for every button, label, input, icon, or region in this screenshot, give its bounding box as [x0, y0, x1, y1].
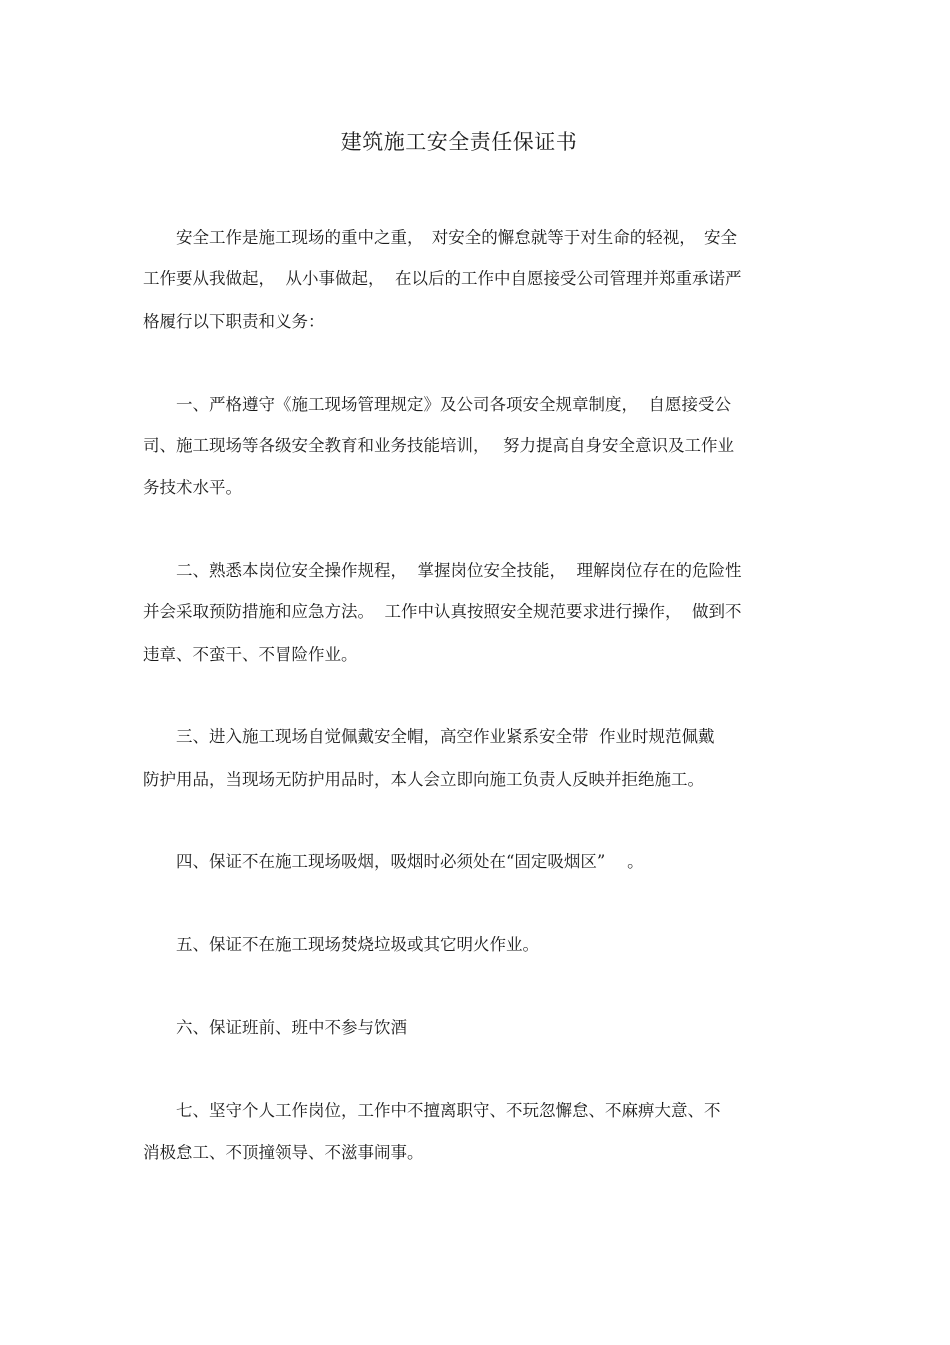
paragraph-line: 六、保证班前、班中不参与饮酒: [143, 1018, 407, 1037]
page-title: 建筑施工安全责任保证书: [340, 130, 578, 154]
paragraph-line: 三、进入施工现场自觉佩戴安全帽，高空作业紧系安全带 作业时规范佩戴: [143, 727, 715, 746]
paragraph-line: 四、保证不在施工现场吸烟，吸烟时必须处在“固定吸烟区” 。: [143, 852, 644, 871]
paragraph-line: 违章、不蛮干、不冒险作业。: [143, 645, 358, 664]
paragraph-line: 五、保证不在施工现场焚烧垃圾或其它明火作业。: [143, 935, 539, 954]
paragraph-line: 防护用品，当现场无防护用品时，本人会立即向施工负责人反映并拒绝施工。: [143, 770, 704, 789]
paragraph-line: 格履行以下职责和义务：: [143, 312, 325, 331]
paragraph-line: 安全工作是施工现场的重中之重， 对安全的懈怠就等于对生命的轻视， 安全: [143, 228, 737, 247]
paragraph-line: 务技术水平。: [143, 478, 242, 497]
paragraph-line: 二、熟悉本岗位安全操作规程， 掌握岗位安全技能， 理解岗位存在的危险性: [143, 561, 742, 580]
paragraph-line: 司、施工现场等各级安全教育和业务技能培训， 努力提高自身安全意识及工作业: [143, 436, 734, 455]
paragraph-line: 消极怠工、不顶撞领导、不滋事闹事。: [143, 1143, 424, 1162]
paragraph-line: 工作要从我做起， 从小事做起， 在以后的工作中自愿接受公司管理并郑重承诺严: [143, 269, 742, 288]
paragraph-line: 七、坚守个人工作岗位，工作中不擅离职守、不玩忽懈怠、不麻痹大意、不: [143, 1101, 721, 1120]
paragraph-line: 并会采取预防措施和应急方法。 工作中认真按照安全规范要求进行操作， 做到不: [143, 602, 742, 621]
paragraph-line: 一、严格遵守《施工现场管理规定》及公司各项安全规章制度， 自愿接受公: [143, 395, 731, 414]
